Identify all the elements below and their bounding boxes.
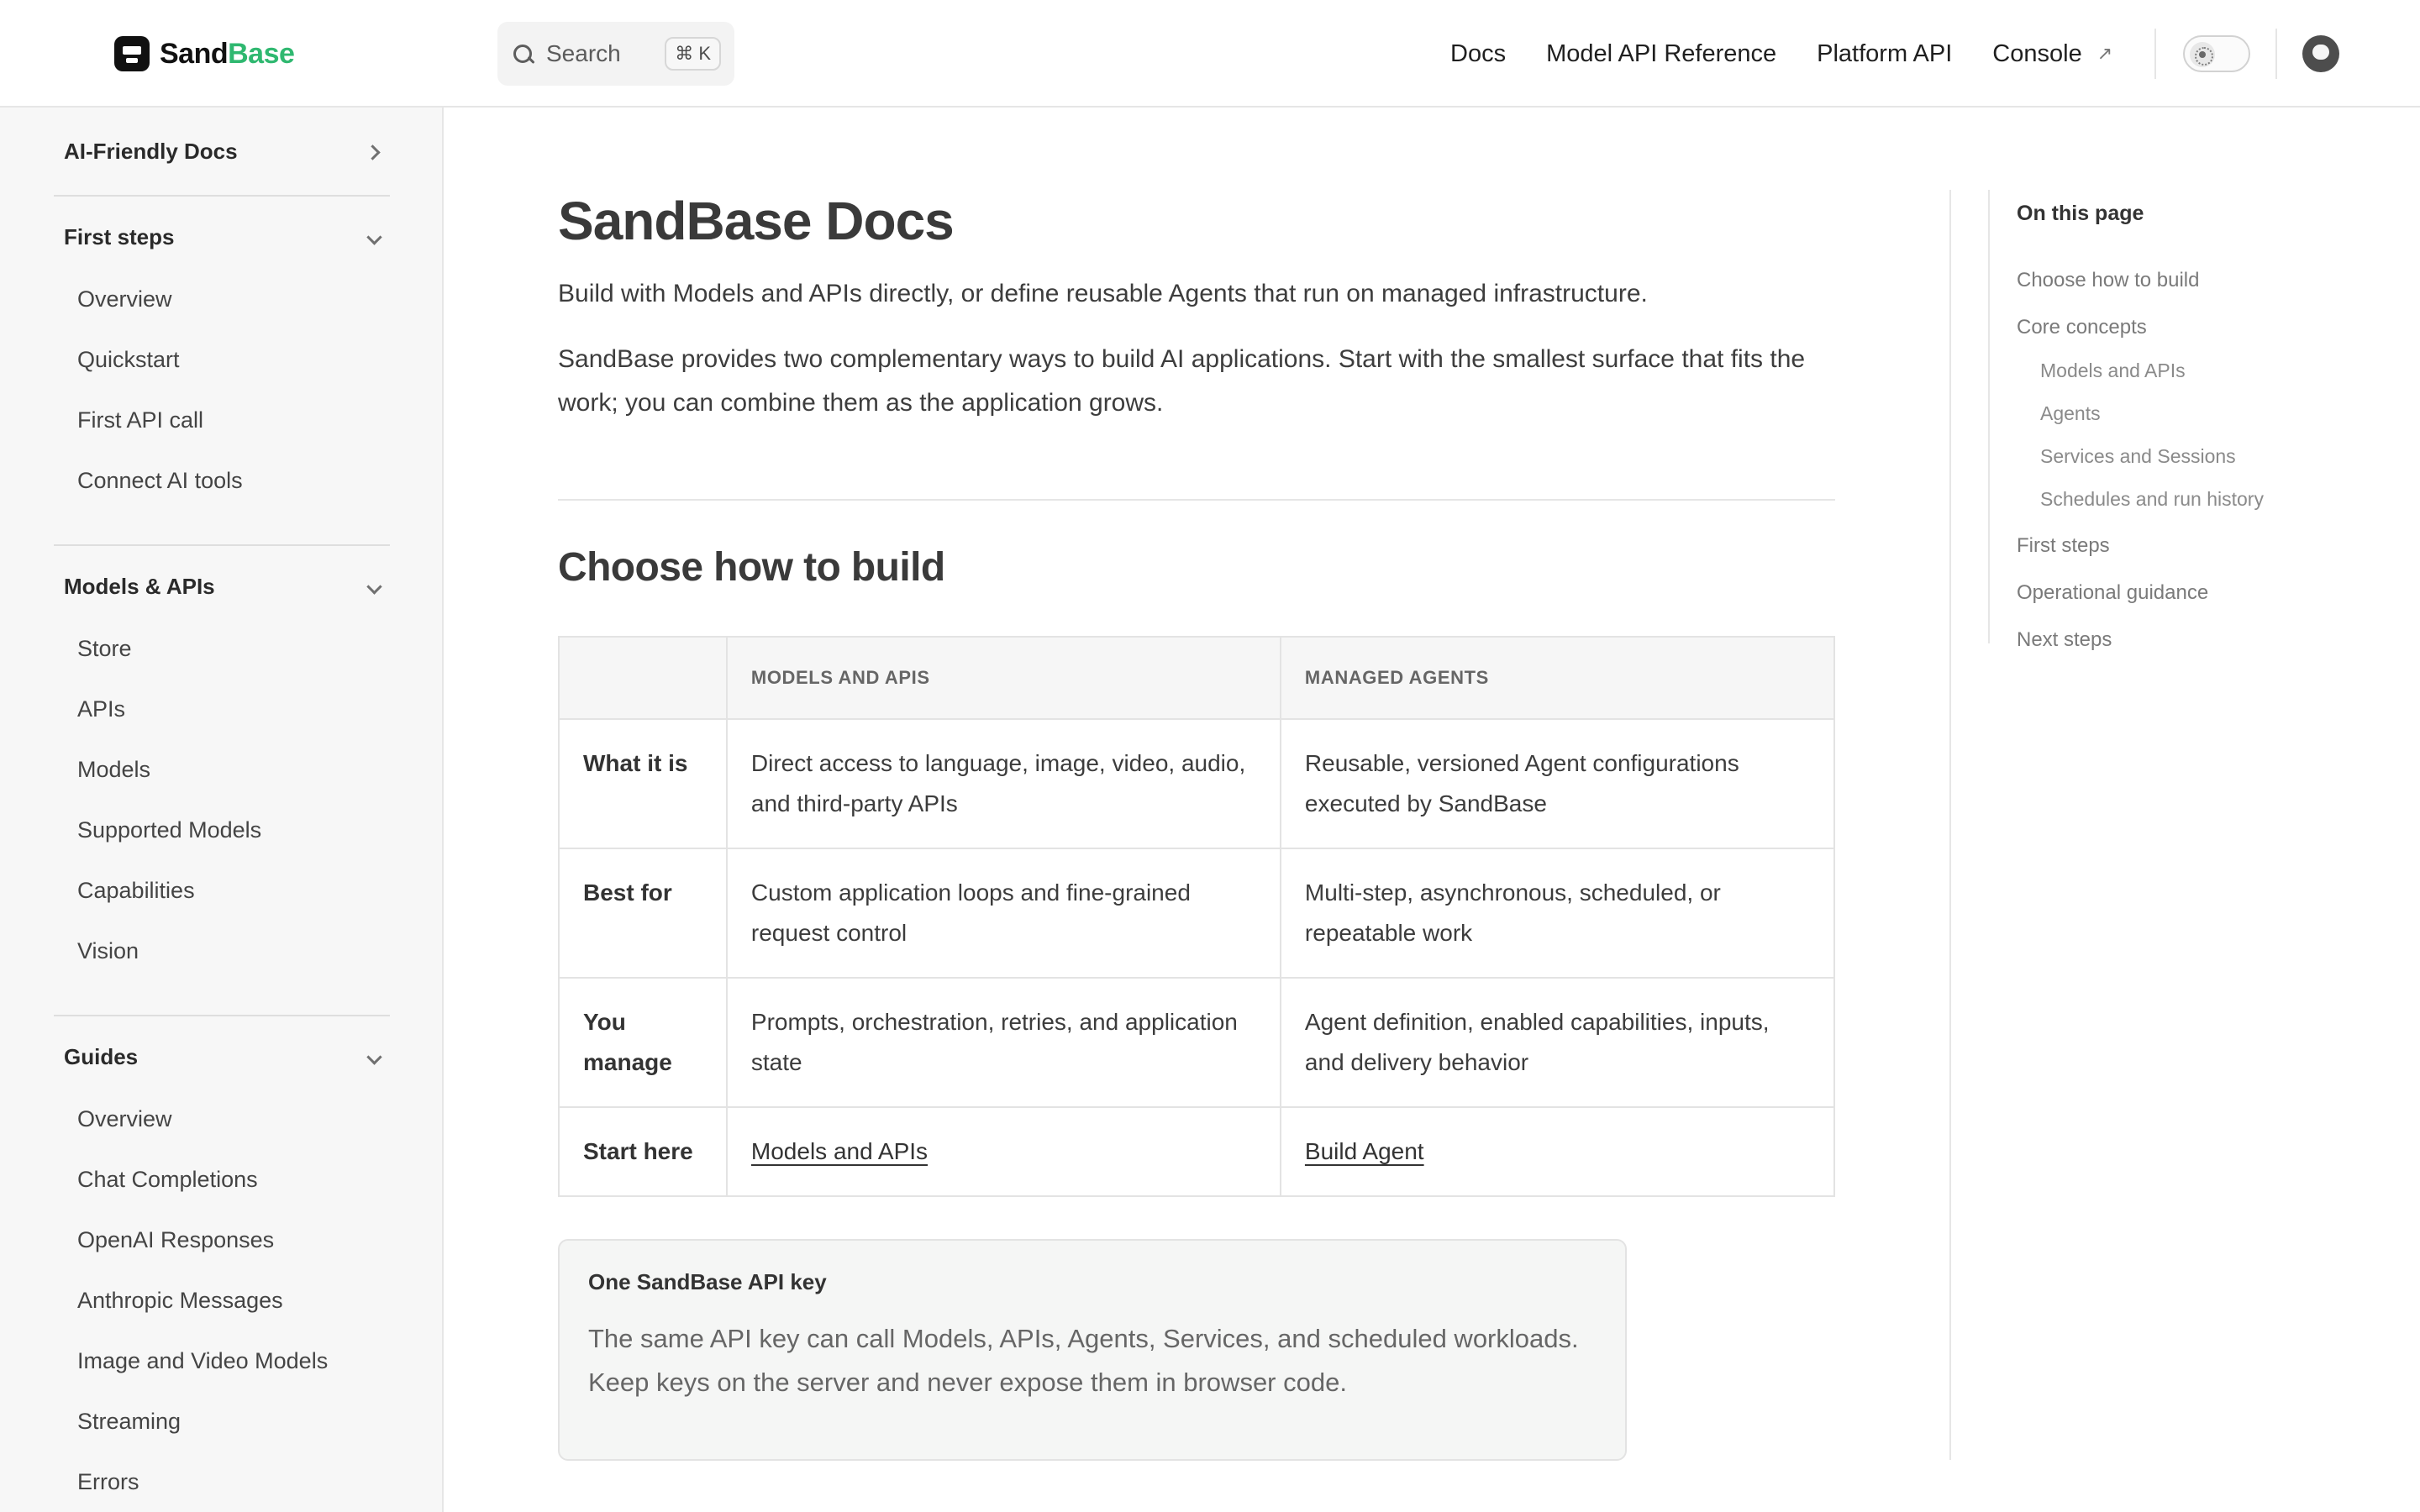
chevron-down-icon bbox=[366, 579, 381, 594]
table-header-models-and-apis: MODELS AND APIS bbox=[727, 637, 1281, 719]
external-link-icon: ↗ bbox=[2096, 42, 2113, 64]
sidebar-item[interactable]: APIs bbox=[77, 696, 126, 722]
top-divider-2 bbox=[2275, 29, 2277, 79]
nav-console-label: Console bbox=[1992, 39, 2082, 67]
page-lede: Build with Models and APIs directly, or define reusable Agents that run on managed infrastructure. bbox=[558, 280, 1648, 307]
sidebar-section-header[interactable] bbox=[54, 131, 390, 171]
table-row bbox=[559, 848, 1834, 978]
table-header-empty bbox=[559, 637, 727, 719]
sidebar-section-header[interactable] bbox=[54, 1037, 390, 1077]
toc-rail bbox=[1988, 190, 1990, 643]
table-cell bbox=[1281, 1107, 1834, 1196]
theme-toggle[interactable] bbox=[2183, 35, 2250, 72]
table-body bbox=[559, 719, 1834, 1196]
sidebar-item[interactable]: Quickstart bbox=[77, 346, 180, 372]
table-cell: Multi-step, asynchronous, scheduled, or repeatable work bbox=[1281, 848, 1834, 978]
sidebar-items bbox=[54, 269, 390, 511]
comparison-table bbox=[558, 636, 1835, 1197]
search-label: Search bbox=[546, 40, 621, 66]
sidebar-inner bbox=[54, 108, 390, 1512]
table-row-label: You manage bbox=[559, 978, 727, 1107]
sidebar-item[interactable]: Errors bbox=[77, 1468, 139, 1494]
table-cell: Custom application loops and fine-grained request control bbox=[727, 848, 1281, 978]
brand-logo[interactable] bbox=[114, 34, 294, 74]
sidebar-section-models-apis bbox=[54, 546, 390, 1016]
sidebar-item[interactable]: Capabilities bbox=[77, 877, 195, 903]
search-shortcut: ⌘ K bbox=[665, 37, 721, 71]
github-icon[interactable] bbox=[2302, 35, 2339, 72]
table-cell bbox=[727, 1107, 1281, 1196]
toc-subitem[interactable]: Agents bbox=[2040, 402, 2101, 424]
toc-item[interactable]: Choose how to build bbox=[2017, 269, 2200, 291]
sidebar-item[interactable]: OpenAI Responses bbox=[77, 1226, 275, 1252]
search-button[interactable] bbox=[497, 22, 734, 86]
sidebar-section-title: Models & APIs bbox=[64, 573, 215, 599]
callout-body: The same API key can call Models, APIs, Agents, Services, and scheduled workloads. Keep keys on the server and never expose them in browser code. bbox=[588, 1324, 1579, 1397]
sidebar-section-guides bbox=[54, 1016, 390, 1512]
sidebar-section-header[interactable] bbox=[54, 566, 390, 606]
table-row bbox=[559, 1107, 1834, 1196]
sidebar-item[interactable]: Vision bbox=[77, 937, 139, 963]
api-key-callout bbox=[558, 1239, 1627, 1461]
main-content bbox=[558, 190, 1835, 1461]
table-row-label: Best for bbox=[559, 848, 727, 978]
table-head bbox=[559, 637, 1834, 719]
link-build-agent[interactable]: Build Agent bbox=[1304, 1138, 1424, 1164]
top-bar bbox=[0, 0, 2420, 108]
chevron-right-icon bbox=[366, 144, 381, 159]
table-header-row bbox=[559, 637, 1834, 719]
sidebar-item[interactable]: Overview bbox=[77, 1105, 172, 1131]
sidebar-items bbox=[54, 1089, 390, 1512]
sidebar-item[interactable]: First API call bbox=[77, 407, 204, 433]
toc-item[interactable]: First steps bbox=[2017, 534, 2110, 557]
sidebar-item[interactable]: Overview bbox=[77, 286, 172, 312]
table-row-label: What it is bbox=[559, 719, 727, 848]
sidebar-section-title: Guides bbox=[64, 1043, 139, 1069]
sidebar-item[interactable]: Connect AI tools bbox=[77, 467, 243, 493]
table-cell: Agent definition, enabled capabilities, inputs, and delivery behavior bbox=[1281, 978, 1834, 1107]
toc-list bbox=[2017, 202, 2319, 652]
nav-console[interactable] bbox=[1992, 40, 2112, 68]
sidebar-item[interactable]: Chat Completions bbox=[77, 1166, 258, 1192]
brand-name bbox=[160, 38, 294, 71]
toc-item[interactable]: Core concepts bbox=[2017, 316, 2147, 339]
table-cell: Reusable, versioned Agent configurations executed by SandBase bbox=[1281, 719, 1834, 848]
toc-title: On this page bbox=[2017, 202, 2144, 225]
table-header-managed-agents: MANAGED AGENTS bbox=[1281, 637, 1834, 719]
page-title: SandBase Docs bbox=[558, 191, 954, 251]
search-icon bbox=[511, 42, 534, 66]
top-divider-1 bbox=[2154, 29, 2156, 79]
nav-docs[interactable]: Docs bbox=[1450, 39, 1507, 67]
brand-mark-icon bbox=[114, 36, 150, 71]
page-paragraph: SandBase provides two complementary ways to build AI applications. Start with the smallest surface that fits the work; you can combine them as the application grows. bbox=[558, 345, 1806, 417]
sidebar-item[interactable]: Supported Models bbox=[77, 816, 262, 843]
toc-item[interactable]: Operational guidance bbox=[2017, 581, 2209, 604]
nav-model-api-reference[interactable]: Model API Reference bbox=[1546, 39, 1777, 67]
sidebar-section-title: First steps bbox=[64, 223, 175, 249]
sidebar bbox=[0, 108, 444, 1512]
sidebar-items bbox=[54, 618, 390, 981]
sun-icon bbox=[2195, 47, 2210, 62]
sidebar-item[interactable]: Store bbox=[77, 635, 132, 661]
chevron-down-icon bbox=[366, 1049, 381, 1064]
nav-platform-api[interactable]: Platform API bbox=[1817, 39, 1953, 67]
brand-name-part1: Sand bbox=[160, 37, 229, 70]
table-row bbox=[559, 978, 1834, 1107]
link-models-and-apis[interactable]: Models and APIs bbox=[750, 1138, 929, 1164]
sidebar-item[interactable]: Image and Video Models bbox=[77, 1347, 329, 1373]
section-title: Choose how to build bbox=[558, 545, 945, 590]
table-row bbox=[559, 719, 1834, 848]
sidebar-item[interactable]: Models bbox=[77, 756, 151, 782]
toc-subitem[interactable]: Services and Sessions bbox=[2040, 445, 2236, 467]
sidebar-item[interactable]: Anthropic Messages bbox=[77, 1287, 283, 1313]
top-navigation bbox=[1450, 34, 2112, 74]
sidebar-section-ai-friendly-docs bbox=[54, 108, 390, 197]
sidebar-section-header[interactable] bbox=[54, 217, 390, 257]
section-divider bbox=[558, 499, 1835, 501]
callout-title: One SandBase API key bbox=[588, 1269, 827, 1294]
toc-item[interactable]: Next steps bbox=[2017, 628, 2112, 651]
chevron-down-icon bbox=[366, 229, 381, 244]
toc-divider bbox=[1949, 190, 1951, 1460]
toc-subitem[interactable]: Schedules and run history bbox=[2040, 488, 2264, 510]
table-row-label: Start here bbox=[559, 1107, 727, 1196]
brand-name-part2: Base bbox=[228, 37, 295, 70]
table-cell: Direct access to language, image, video, audio, and third-party APIs bbox=[727, 719, 1281, 848]
toc-subitem[interactable]: Models and APIs bbox=[2040, 360, 2186, 381]
sidebar-item[interactable]: Streaming bbox=[77, 1408, 182, 1434]
sidebar-section-first-steps bbox=[54, 197, 390, 546]
table-cell: Prompts, orchestration, retries, and application state bbox=[727, 978, 1281, 1107]
sidebar-section-title: AI-Friendly Docs bbox=[64, 138, 238, 164]
toggle-knob bbox=[2190, 42, 2215, 67]
